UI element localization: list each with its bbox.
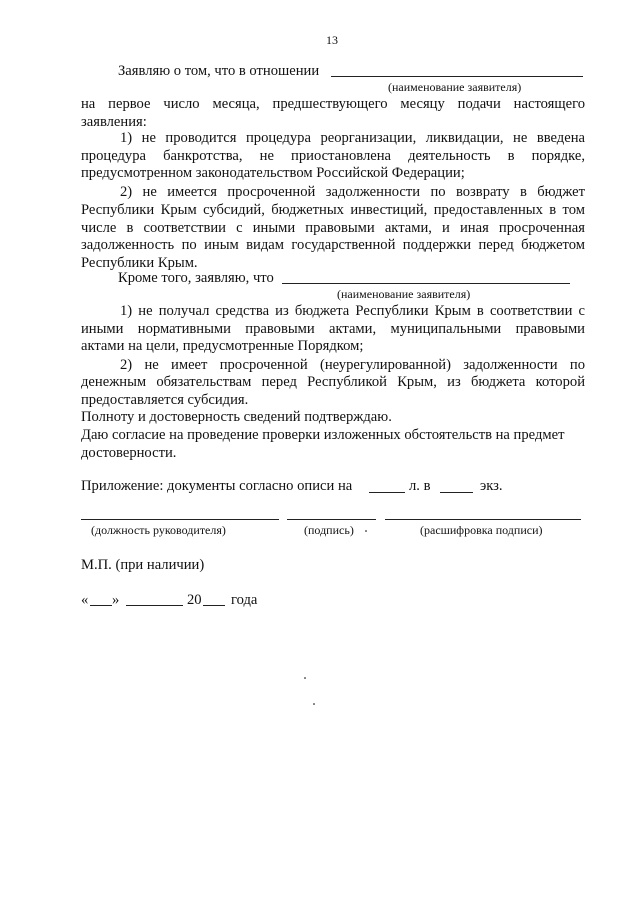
date-day-blank xyxy=(90,605,112,606)
signature-caption: (подпись) xyxy=(304,523,354,537)
position-signature-line xyxy=(81,519,279,520)
statement-item-1-line-3: предусмотренном законодательством Российской Федерации; xyxy=(81,165,465,181)
applicant-name-line xyxy=(331,76,583,77)
stamp-label: М.П. (при наличии) xyxy=(81,557,205,573)
addition-intro: Кроме того, заявляю, что xyxy=(118,270,274,286)
addition-item-1-line-3: актами на цели, предусмотренные Порядком; xyxy=(81,338,364,354)
attachment-prefix: Приложение: документы согласно описи на xyxy=(81,478,353,494)
date-month-blank xyxy=(126,605,183,606)
date-year-word: года xyxy=(231,592,258,608)
attachment-copies-blank xyxy=(440,492,473,493)
signature-line xyxy=(287,519,376,520)
scan-speck xyxy=(304,677,306,679)
statement-line-2: заявления: xyxy=(81,114,147,130)
statement-line-1: на первое число месяца, предшествующего месяцу подачи настоящего xyxy=(81,96,585,112)
date-century: 20 xyxy=(187,592,202,608)
date-close-quote: » xyxy=(112,592,120,608)
addition-item-2-line-3: предоставляется субсидия. xyxy=(81,392,249,408)
attachment-copies-unit: экз. xyxy=(480,478,503,494)
attachment-sheets-unit: л. в xyxy=(409,478,431,494)
addition-item-1-line-1: 1) не получал средства из бюджета Республики Крым в соответствии с xyxy=(120,303,585,319)
addition-item-2-line-2: денежным обязательствам перед Республикой Крым, из бюджета которой xyxy=(81,374,585,390)
decoding-caption: (расшифровка подписи) xyxy=(420,523,543,537)
attachment-sheets-blank xyxy=(369,492,405,493)
statement-item-2-line-5: Республики Крым. xyxy=(81,255,198,271)
confirmation-line-3: достоверности. xyxy=(81,445,177,461)
scan-speck xyxy=(313,703,315,705)
date-year-blank xyxy=(203,605,225,606)
statement-item-2-line-2: Республики Крым субсидий, бюджетных инвестиций, предоставленных в том xyxy=(81,202,585,218)
statement-intro: Заявляю о том, что в отношении xyxy=(118,63,320,79)
statement-item-2-line-4: задолженность по иным видам государственной поддержки перед бюджетом xyxy=(81,237,585,253)
addition-item-1-line-2: иными нормативными правовыми актами, муниципальными правовыми xyxy=(81,321,585,337)
statement-item-1-line-1: 1) не проводится процедура реорганизации, ликвидации, не введена xyxy=(120,130,585,146)
addition-applicant-line xyxy=(282,283,570,284)
confirmation-line-1: Полноту и достоверность сведений подтверждаю. xyxy=(81,409,392,425)
confirmation-line-2: Даю согласие на проведение проверки изложенных обстоятельств на предмет xyxy=(81,427,565,443)
statement-item-2-line-3: числе в соответствии с иными правовыми актами, и иная просроченная xyxy=(81,220,585,236)
position-caption: (должность руководителя) xyxy=(91,523,226,537)
statement-item-1-line-2: процедура банкротства, не приостановлена деятельность в порядке, xyxy=(81,148,585,164)
date-open-quote: « xyxy=(81,592,89,608)
page-number: 13 xyxy=(326,33,338,47)
statement-item-2-line-1: 2) не имеется просроченной задолженности по возврату в бюджет xyxy=(120,184,585,200)
addition-applicant-caption: (наименование заявителя) xyxy=(337,287,471,301)
decoding-signature-line xyxy=(385,519,581,520)
applicant-caption: (наименование заявителя) xyxy=(388,80,522,94)
addition-item-2-line-1: 2) не имеет просроченной (неурегулированной) задолженности по xyxy=(120,357,585,373)
scan-speck xyxy=(365,530,367,532)
